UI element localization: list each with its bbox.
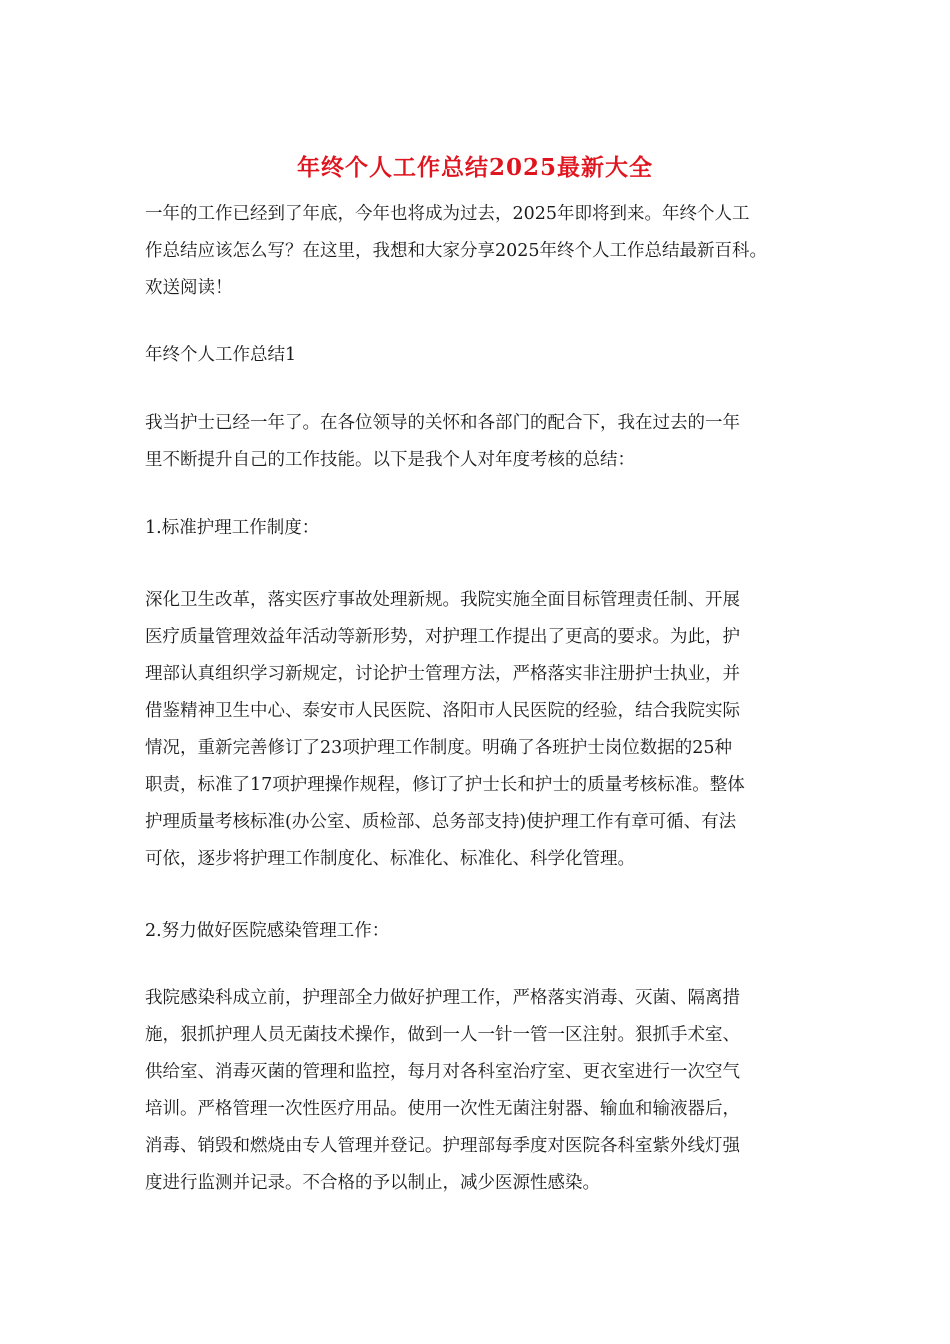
text-line: 情况，重新完善修订了23项护理工作制度。明确了各班护士岗位数据的25种 (145, 738, 733, 758)
intro-paragraph (145, 196, 835, 307)
text-line: 里不断提升自己的工作技能。以下是我个人对年度考核的总结： (145, 450, 635, 470)
text-line: 度进行监测并记录。不合格的予以制止，减少医源性感染。 (145, 1173, 600, 1193)
text-line: 理部认真组织学习新规定，讨论护士管理方法，严格落实非注册护士执业，并 (145, 664, 740, 684)
text-line: 护理质量考核标准(办公室、质检部、总务部支持)使护理工作有章可循、有法 (145, 812, 737, 832)
paragraph-3 (145, 980, 835, 1202)
text-line: 年终个人工作总结1 (145, 345, 297, 365)
text-line: 一年的工作已经到了年底，今年也将成为过去，2025年即将到来。年终个人工 (145, 204, 750, 224)
text-line: 深化卫生改革，落实医疗事故处理新规。我院实施全面目标管理责任制、开展 (145, 590, 740, 610)
text-line: 可依，逐步将护理工作制度化、标准化、标准化、科学化管理。 (145, 849, 635, 869)
text-line: 培训。严格管理一次性医疗用品。使用一次性无菌注射器、输血和输液器后， (145, 1099, 740, 1119)
section-heading (145, 337, 835, 374)
text-line: 1.标准护理工作制度： (145, 518, 320, 538)
text-line: 供给室、消毒灭菌的管理和监控，每月对各科室治疗室、更衣室进行一次空气 (145, 1062, 740, 1082)
text-line: 施，狠抓护理人员无菌技术操作，做到一人一针一管一区注射。狠抓手术室、 (145, 1025, 740, 1045)
text-line: 作总结应该怎么写？在这里，我想和大家分享2025年终个人工作总结最新百科。 (145, 241, 768, 261)
text-line: 欢送阅读！ (145, 278, 233, 298)
text-line: 消毒、销毁和燃烧由专人管理并登记。护理部每季度对医院各科室紫外线灯强 (145, 1136, 740, 1156)
document-title: 年终个人工作总结2025最新大全 (296, 154, 653, 181)
paragraph-1 (145, 405, 835, 479)
paragraph-2 (145, 582, 835, 878)
text-line: 职责，标准了17项护理操作规程，修订了护士长和护士的质量考核标准。整体 (145, 775, 745, 795)
text-line: 借鉴精神卫生中心、泰安市人民医院、洛阳市人民医院的经验，结合我院实际 (145, 701, 740, 721)
text-line: 我院感染科成立前，护理部全力做好护理工作，严格落实消毒、灭菌、隔离措 (145, 988, 740, 1008)
text-line: 2.努力做好医院感染管理工作： (145, 921, 390, 941)
subheading-2 (145, 913, 835, 950)
text-line: 医疗质量管理效益年活动等新形势，对护理工作提出了更高的要求。为此，护 (145, 627, 740, 647)
text-line: 我当护士已经一年了。在各位领导的关怀和各部门的配合下，我在过去的一年 (145, 413, 740, 433)
subheading-1 (145, 510, 835, 547)
